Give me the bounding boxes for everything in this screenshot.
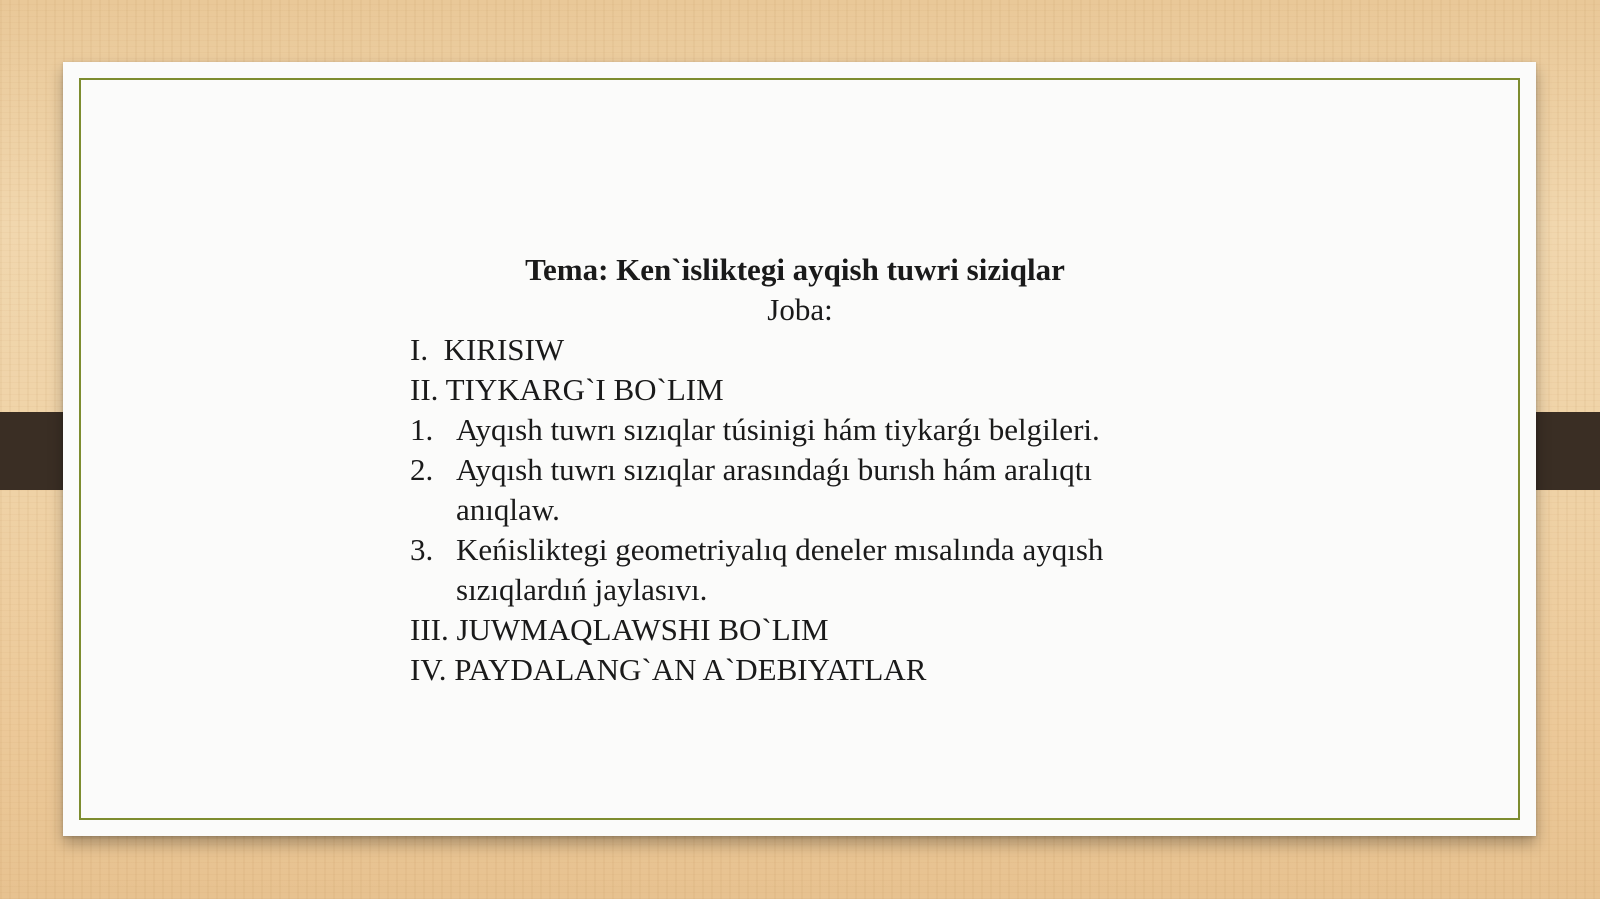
list-item-text: Keńisliktegi geometriyalıq deneler mısalında ayqısh [456,532,1104,567]
list-item-text-continued: sızıqlardıń jaylasıvı. [456,572,708,607]
list-item-number: 3. [410,532,434,567]
plan-heading: Joba: [767,292,833,327]
list-item-number: 2. [410,452,434,487]
list-item [410,530,1190,610]
slide-content [410,250,1190,690]
list-item-text-continued: anıqlaw. [456,492,560,527]
list-item [410,450,1190,530]
section-conclusion: III. JUWMAQLAWSHI BO`LIM [410,612,829,647]
list-item [410,410,1190,450]
list-item-text: Ayqısh tuwrı sızıqlar túsinigi hám tiykarǵı belgileri. [456,412,1100,447]
list-item-number: 1. [410,412,434,447]
section-main: II. TIYKARG`I BO`LIM [410,372,724,407]
section-intro: I. KIRISIW [410,332,565,367]
section-references: IV. PAYDALANG`AN A`DEBIYATLAR [410,652,927,687]
list-item-text: Ayqısh tuwrı sızıqlar arasındaǵı burısh hám aralıqtı [456,452,1092,487]
slide-title: Tema: Ken`isliktegi ayqish tuwri siziqlar [525,252,1065,287]
